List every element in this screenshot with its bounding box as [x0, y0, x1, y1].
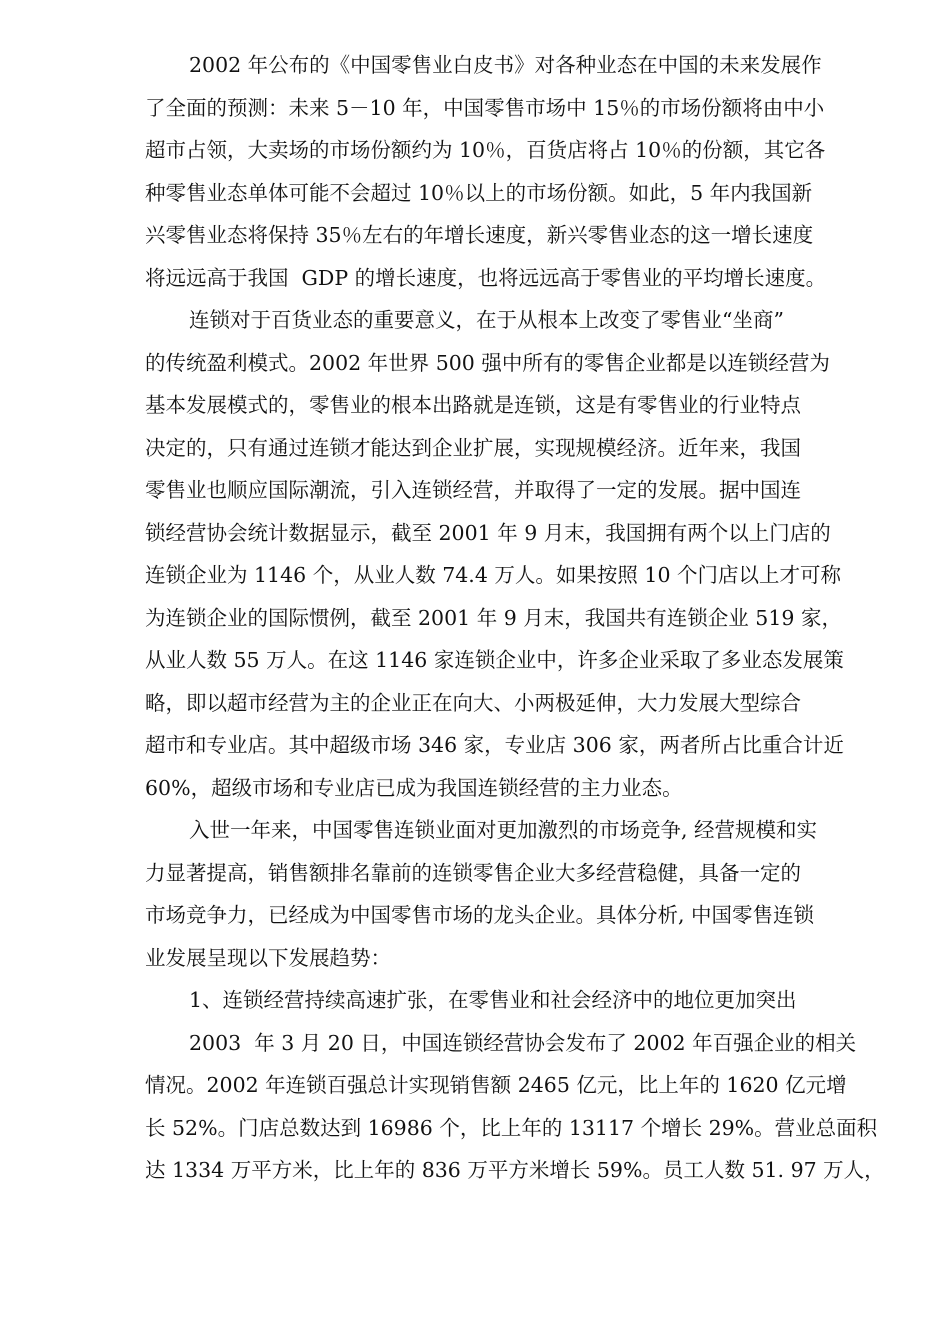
- text-line: 力显著提高，销售额排名靠前的连锁零售企业大多经营稳健，具备一定的: [145, 860, 801, 885]
- text-line: 基本发展模式的，零售业的根本出路就是连锁，这是有零售业的行业特点: [145, 393, 801, 417]
- text-line: 锁经营协会统计数据显示，截至 2001 年 9 月末，我国拥有两个以上门店的: [145, 520, 831, 545]
- text-line: 60%，超级市场和专业店已成为我国连锁经营的主力业态。: [145, 775, 683, 800]
- text-line: 连锁企业为 1146 个，从业人数 74.4 万人。如果按照 10 个门店以上才可称: [145, 563, 841, 587]
- text-line: 将远远高于我国 GDP 的增长速度，也将远远高于零售业的平均增长速度。: [145, 265, 827, 290]
- document-body: [145, 44, 885, 1192]
- text-line: 连锁对于百货业态的重要意义，在于从根本上改变了零售业“坐商”: [189, 308, 784, 332]
- text-line: 情况。2002 年连锁百强总计实现销售额 2465 亿元，比上年的 1620 亿元增: [145, 1073, 847, 1097]
- text-line: 达 1334 万平方米，比上年的 836 万平方米增长 59%。员工人数 51. 97 万人，: [145, 1158, 885, 1182]
- text-line: 业发展呈现以下发展趋势：: [145, 945, 391, 970]
- text-line: 零售业也顺应国际潮流，引入连锁经营，并取得了一定的发展。据中国连: [145, 478, 801, 502]
- text-line: 从业人数 55 万人。在这 1146 家连锁企业中，许多企业采取了多业态发展策: [145, 648, 844, 672]
- text-line: 的传统盈利模式。2002 年世界 500 强中所有的零售企业都是以连锁经营为: [145, 350, 830, 375]
- text-line: 为连锁企业的国际惯例，截至 2001 年 9 月末，我国共有连锁企业 519 家，: [145, 605, 842, 630]
- text-line: 2003 年 3 月 20 日，中国连锁经营协会发布了 2002 年百强企业的相关: [189, 1030, 857, 1055]
- text-line: 决定的，只有通过连锁才能达到企业扩展，实现规模经济。近年来，我国: [145, 435, 801, 460]
- text-line: 超市和专业店。其中超级市场 346 家，专业店 306 家，两者所占比重合计近: [145, 733, 844, 757]
- text-line: 种零售业态单体可能不会超过 10％以上的市场份额。如此，5 年内我国新: [145, 180, 813, 205]
- text-line: 略，即以超市经营为主的企业正在向大、小两极延伸，大力发展大型综合: [145, 690, 801, 715]
- text-line: 2002 年公布的《中国零售业白皮书》对各种业态在中国的未来发展作: [189, 53, 822, 77]
- text-line: 长 52%。门店总数达到 16986 个，比上年的 13117 个增长 29%。营业总面积: [145, 1115, 878, 1140]
- text-line: 超市占领，大卖场的市场份额约为 10％，百货店将占 10％的份额，其它各: [145, 138, 826, 162]
- text-line: 入世一年来，中国零售连锁业面对更加激烈的市场竞争, 经营规模和实: [189, 818, 818, 842]
- text-line: 兴零售业态将保持 35％左右的年增长速度，新兴零售业态的这一增长速度: [145, 223, 814, 247]
- text-line: 了全面的预测：未来 5－10 年，中国零售市场中 15％的市场份额将由中小: [145, 95, 825, 120]
- text-line: 市场竞争力，已经成为中国零售市场的龙头企业。具体分析, 中国零售连锁: [145, 903, 815, 927]
- text-line: 1、连锁经营持续高速扩张，在零售业和社会经济中的地位更加突出: [189, 988, 797, 1012]
